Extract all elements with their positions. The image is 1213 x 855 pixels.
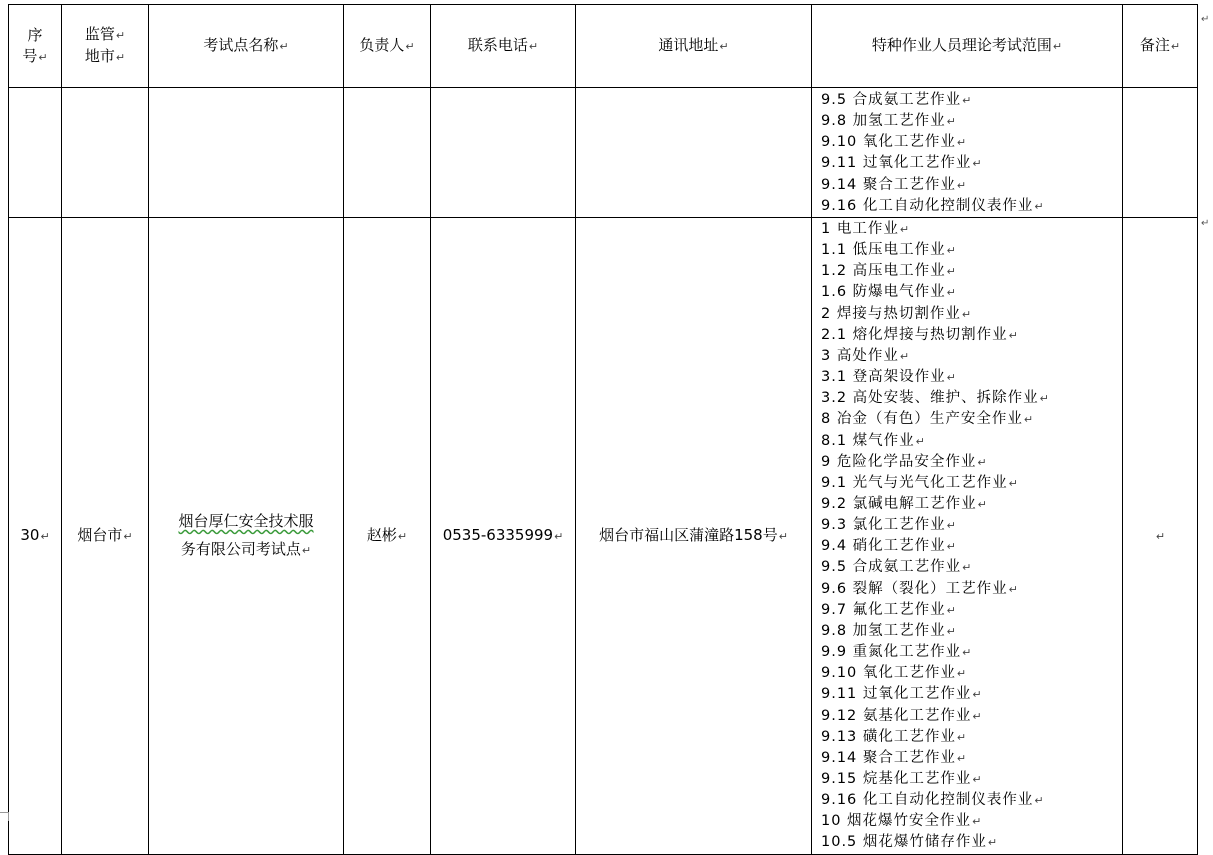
scope-item <box>821 175 1122 196</box>
cell-address <box>576 88 812 218</box>
cell-manager <box>344 88 431 218</box>
row-end-mark: ↵ <box>1201 14 1210 25</box>
paragraph-mark: ↵ <box>778 529 788 543</box>
scope-item <box>821 431 1122 452</box>
row-end-mark: ↵ <box>1201 218 1210 229</box>
paragraph-mark: ↵ <box>956 667 968 681</box>
paragraph-mark: ↵ <box>956 730 968 744</box>
paragraph-mark: ↵ <box>123 529 133 543</box>
scope-item <box>821 304 1122 325</box>
paragraph-mark: ↵ <box>946 603 957 617</box>
scope-item <box>821 473 1122 494</box>
phone-number: 0535-6335999 <box>442 525 554 544</box>
paragraph-mark: ↵ <box>1052 40 1063 53</box>
scope-item-text: 9 危险化学品安全作业 <box>821 453 977 470</box>
scope-item-text: 9.7 氟化工艺作业 <box>821 601 946 618</box>
cell-city <box>62 217 149 854</box>
scope-item <box>821 811 1122 832</box>
paragraph-mark: ↵ <box>972 773 983 786</box>
header-seq-line2: 号 <box>22 46 38 65</box>
scope-item-text: 9.5 合成氨工艺作业 <box>821 92 962 108</box>
paragraph-mark: ↵ <box>1034 199 1045 213</box>
scope-item <box>821 579 1122 600</box>
paragraph-mark: ↵ <box>40 529 50 543</box>
paragraph-mark: ↵ <box>899 349 911 363</box>
scope-item-text: 9.5 合成氨工艺作业 <box>821 559 962 576</box>
paragraph-mark: ↵ <box>946 371 957 385</box>
scope-item <box>821 769 1122 790</box>
paragraph-mark: ↵ <box>956 178 968 192</box>
scope-item <box>821 367 1122 388</box>
scope-item-text: 3 高处作业 <box>821 347 899 364</box>
scope-item-text: 9.10 氧化工艺作业 <box>821 134 956 151</box>
cell-phone <box>431 88 576 218</box>
paragraph-mark: ↵ <box>956 136 968 150</box>
paragraph-mark: ↵ <box>719 40 729 53</box>
cell-site-name <box>149 217 344 854</box>
paragraph-mark: ↵ <box>956 751 968 765</box>
scope-item <box>821 557 1122 578</box>
paragraph-mark: ↵ <box>405 40 415 53</box>
exam-site-table <box>8 4 1198 855</box>
scope-item-text: 1.6 防爆电气作业 <box>821 284 946 301</box>
scope-item <box>821 132 1122 153</box>
scope-item <box>821 409 1122 430</box>
scope-item-text: 9.16 化工自动化控制仪表作业 <box>821 197 1034 214</box>
page-corner-mark <box>0 812 9 821</box>
paragraph-mark: ↵ <box>946 244 957 258</box>
cell-phone <box>431 217 576 854</box>
city-name: 烟台市 <box>77 525 123 544</box>
table-row <box>9 88 1198 218</box>
header-manager <box>344 5 431 88</box>
scope-item-text: 9.6 裂解（裂化）工艺作业 <box>821 580 1008 597</box>
paragraph-mark: ↵ <box>962 561 973 575</box>
scope-item <box>821 663 1122 684</box>
scope-item <box>821 748 1122 769</box>
table-row <box>9 217 1198 854</box>
header-address <box>576 5 812 88</box>
paragraph-mark: ↵ <box>962 94 973 107</box>
table-header-row <box>9 5 1198 88</box>
scope-item-text: 10.5 烟花爆竹储存作业 <box>821 834 987 851</box>
paragraph-mark: ↵ <box>915 434 926 448</box>
scope-item-text: 1.1 低压电工作业 <box>821 242 946 259</box>
cell-site-name <box>149 88 344 218</box>
scope-item <box>821 684 1122 705</box>
paragraph-mark: ↵ <box>972 709 983 723</box>
scope-item <box>821 515 1122 536</box>
scope-item <box>821 153 1122 174</box>
paragraph-mark: ↵ <box>899 222 911 236</box>
paragraph-mark: ↵ <box>1155 529 1166 543</box>
header-remark-text: 备注 <box>1139 36 1170 54</box>
header-scope-text: 特种作业人员理论考试范围 <box>871 36 1052 54</box>
paragraph-mark: ↵ <box>972 688 983 702</box>
scope-item <box>821 727 1122 748</box>
scope-item-text: 9.11 过氧化工艺作业 <box>821 686 972 703</box>
scope-item <box>821 494 1122 515</box>
paragraph-mark: ↵ <box>528 40 539 53</box>
paragraph-mark: ↵ <box>397 529 408 543</box>
scope-item-text: 1 电工作业 <box>821 220 899 237</box>
paragraph-mark: ↵ <box>946 519 957 533</box>
scope-item <box>821 452 1122 473</box>
scope-item-text: 8 冶金（有色）生产安全作业 <box>821 411 1023 428</box>
scope-item <box>821 790 1122 811</box>
paragraph-mark: ↵ <box>977 455 988 469</box>
paragraph-mark: ↵ <box>38 50 48 64</box>
scope-item-text: 9.2 氯碱电解工艺作业 <box>821 495 977 512</box>
header-remark <box>1123 5 1198 88</box>
scope-item-text: 2 焊接与热切割作业 <box>821 305 961 322</box>
scope-item <box>821 240 1122 261</box>
paragraph-mark: ↵ <box>961 307 973 321</box>
scope-item-text: 9.11 过氧化工艺作业 <box>821 155 972 172</box>
scope-item-text: 10 烟花爆竹安全作业 <box>821 813 972 830</box>
paragraph-mark: ↵ <box>1023 413 1035 427</box>
scope-item-text: 9.16 化工自动化控制仪表作业 <box>821 792 1034 809</box>
scope-item-text: 9.8 加氢工艺作业 <box>821 113 946 130</box>
cell-remark <box>1123 217 1198 854</box>
header-scope <box>812 5 1123 88</box>
header-city <box>62 5 149 88</box>
cell-address <box>576 217 812 854</box>
scope-item <box>821 600 1122 621</box>
address-text: 烟台市福山区蒲潼路158号 <box>599 525 778 544</box>
scope-item-text: 9.3 氯化工艺作业 <box>821 517 946 534</box>
cell-scope <box>812 217 1123 854</box>
paragraph-mark: ↵ <box>1034 794 1045 808</box>
paragraph-mark: ↵ <box>115 29 126 42</box>
scope-item-text: 9.12 氨基化工艺作业 <box>821 707 972 724</box>
scope-item-text: 9.1 光气与光气化工艺作业 <box>821 474 1008 491</box>
paragraph-mark: ↵ <box>962 646 973 660</box>
scope-item-text: 2.1 熔化焊接与热切割作业 <box>821 326 1008 343</box>
scope-item <box>821 90 1122 111</box>
scope-item <box>821 325 1122 346</box>
cell-manager <box>344 217 431 854</box>
scope-item <box>821 111 1122 132</box>
paragraph-mark: ↵ <box>987 836 999 850</box>
header-city-line2: 地市 <box>84 47 115 65</box>
scope-item <box>821 642 1122 663</box>
cell-scope <box>812 88 1123 218</box>
cell-city <box>62 88 149 218</box>
header-phone-text: 联系电话 <box>467 36 528 54</box>
site-name-line2: 务有限公司考试点 <box>180 539 301 558</box>
paragraph-mark: ↵ <box>972 157 983 171</box>
scope-item <box>821 706 1122 727</box>
cell-remark <box>1123 88 1198 218</box>
paragraph-mark: ↵ <box>554 529 564 543</box>
header-city-line1: 监管 <box>84 25 115 43</box>
scope-item-text: 8.1 煤气作业 <box>821 432 915 449</box>
paragraph-mark: ↵ <box>279 40 289 53</box>
header-address-text: 通讯地址 <box>658 36 719 54</box>
scope-item-text: 9.15 烷基化工艺作业 <box>821 771 972 787</box>
paragraph-mark: ↵ <box>1170 40 1181 53</box>
paragraph-mark: ↵ <box>946 286 957 300</box>
header-phone <box>431 5 576 88</box>
scope-item-text: 9.4 硝化工艺作业 <box>821 538 946 555</box>
paragraph-mark: ↵ <box>977 497 988 511</box>
paragraph-mark: ↵ <box>972 815 983 829</box>
header-seq <box>9 5 62 88</box>
paragraph-mark: ↵ <box>946 540 957 554</box>
manager-name: 赵彬 <box>366 525 397 544</box>
scope-item <box>821 621 1122 642</box>
scope-item <box>821 196 1122 217</box>
paragraph-mark: ↵ <box>1008 476 1019 490</box>
header-site-name <box>149 5 344 88</box>
paragraph-mark: ↵ <box>946 265 957 279</box>
scope-item-text: 9.14 聚合工艺作业 <box>821 749 956 766</box>
scope-item <box>821 219 1122 240</box>
scope-item <box>821 346 1122 367</box>
header-site-name-text: 考试点名称 <box>203 36 279 54</box>
paragraph-mark: ↵ <box>115 51 126 64</box>
header-seq-line1: 序 <box>27 25 43 44</box>
scope-item-text: 3.1 登高架设作业 <box>821 369 946 386</box>
cell-seq <box>9 88 62 218</box>
header-manager-text: 负责人 <box>359 36 405 54</box>
scope-item-text: 1.2 高压电工作业 <box>821 263 946 280</box>
paragraph-mark: ↵ <box>946 624 957 638</box>
scope-item-text: 9.10 氧化工艺作业 <box>821 665 956 682</box>
cell-seq <box>9 217 62 854</box>
scope-item <box>821 536 1122 557</box>
seq-number: 30 <box>20 525 40 544</box>
scope-item <box>821 388 1122 409</box>
scope-item-text: 9.9 重氮化工艺作业 <box>821 644 962 661</box>
scope-item <box>821 282 1122 303</box>
paragraph-mark: ↵ <box>946 115 957 129</box>
paragraph-mark: ↵ <box>1008 582 1019 596</box>
scope-item-text: 3.2 高处安装、维护、拆除作业 <box>821 390 1039 407</box>
paragraph-mark: ↵ <box>1008 328 1019 342</box>
paragraph-mark: ↵ <box>301 543 312 557</box>
scope-item <box>821 261 1122 282</box>
scope-item-text: 9.8 加氢工艺作业 <box>821 622 946 639</box>
scope-item <box>821 832 1122 853</box>
site-name-line1: 烟台厚仁安全技术服 <box>178 511 314 530</box>
scope-item-text: 9.14 聚合工艺作业 <box>821 176 956 193</box>
paragraph-mark: ↵ <box>1039 392 1050 406</box>
scope-item-text: 9.13 磺化工艺作业 <box>821 728 956 745</box>
